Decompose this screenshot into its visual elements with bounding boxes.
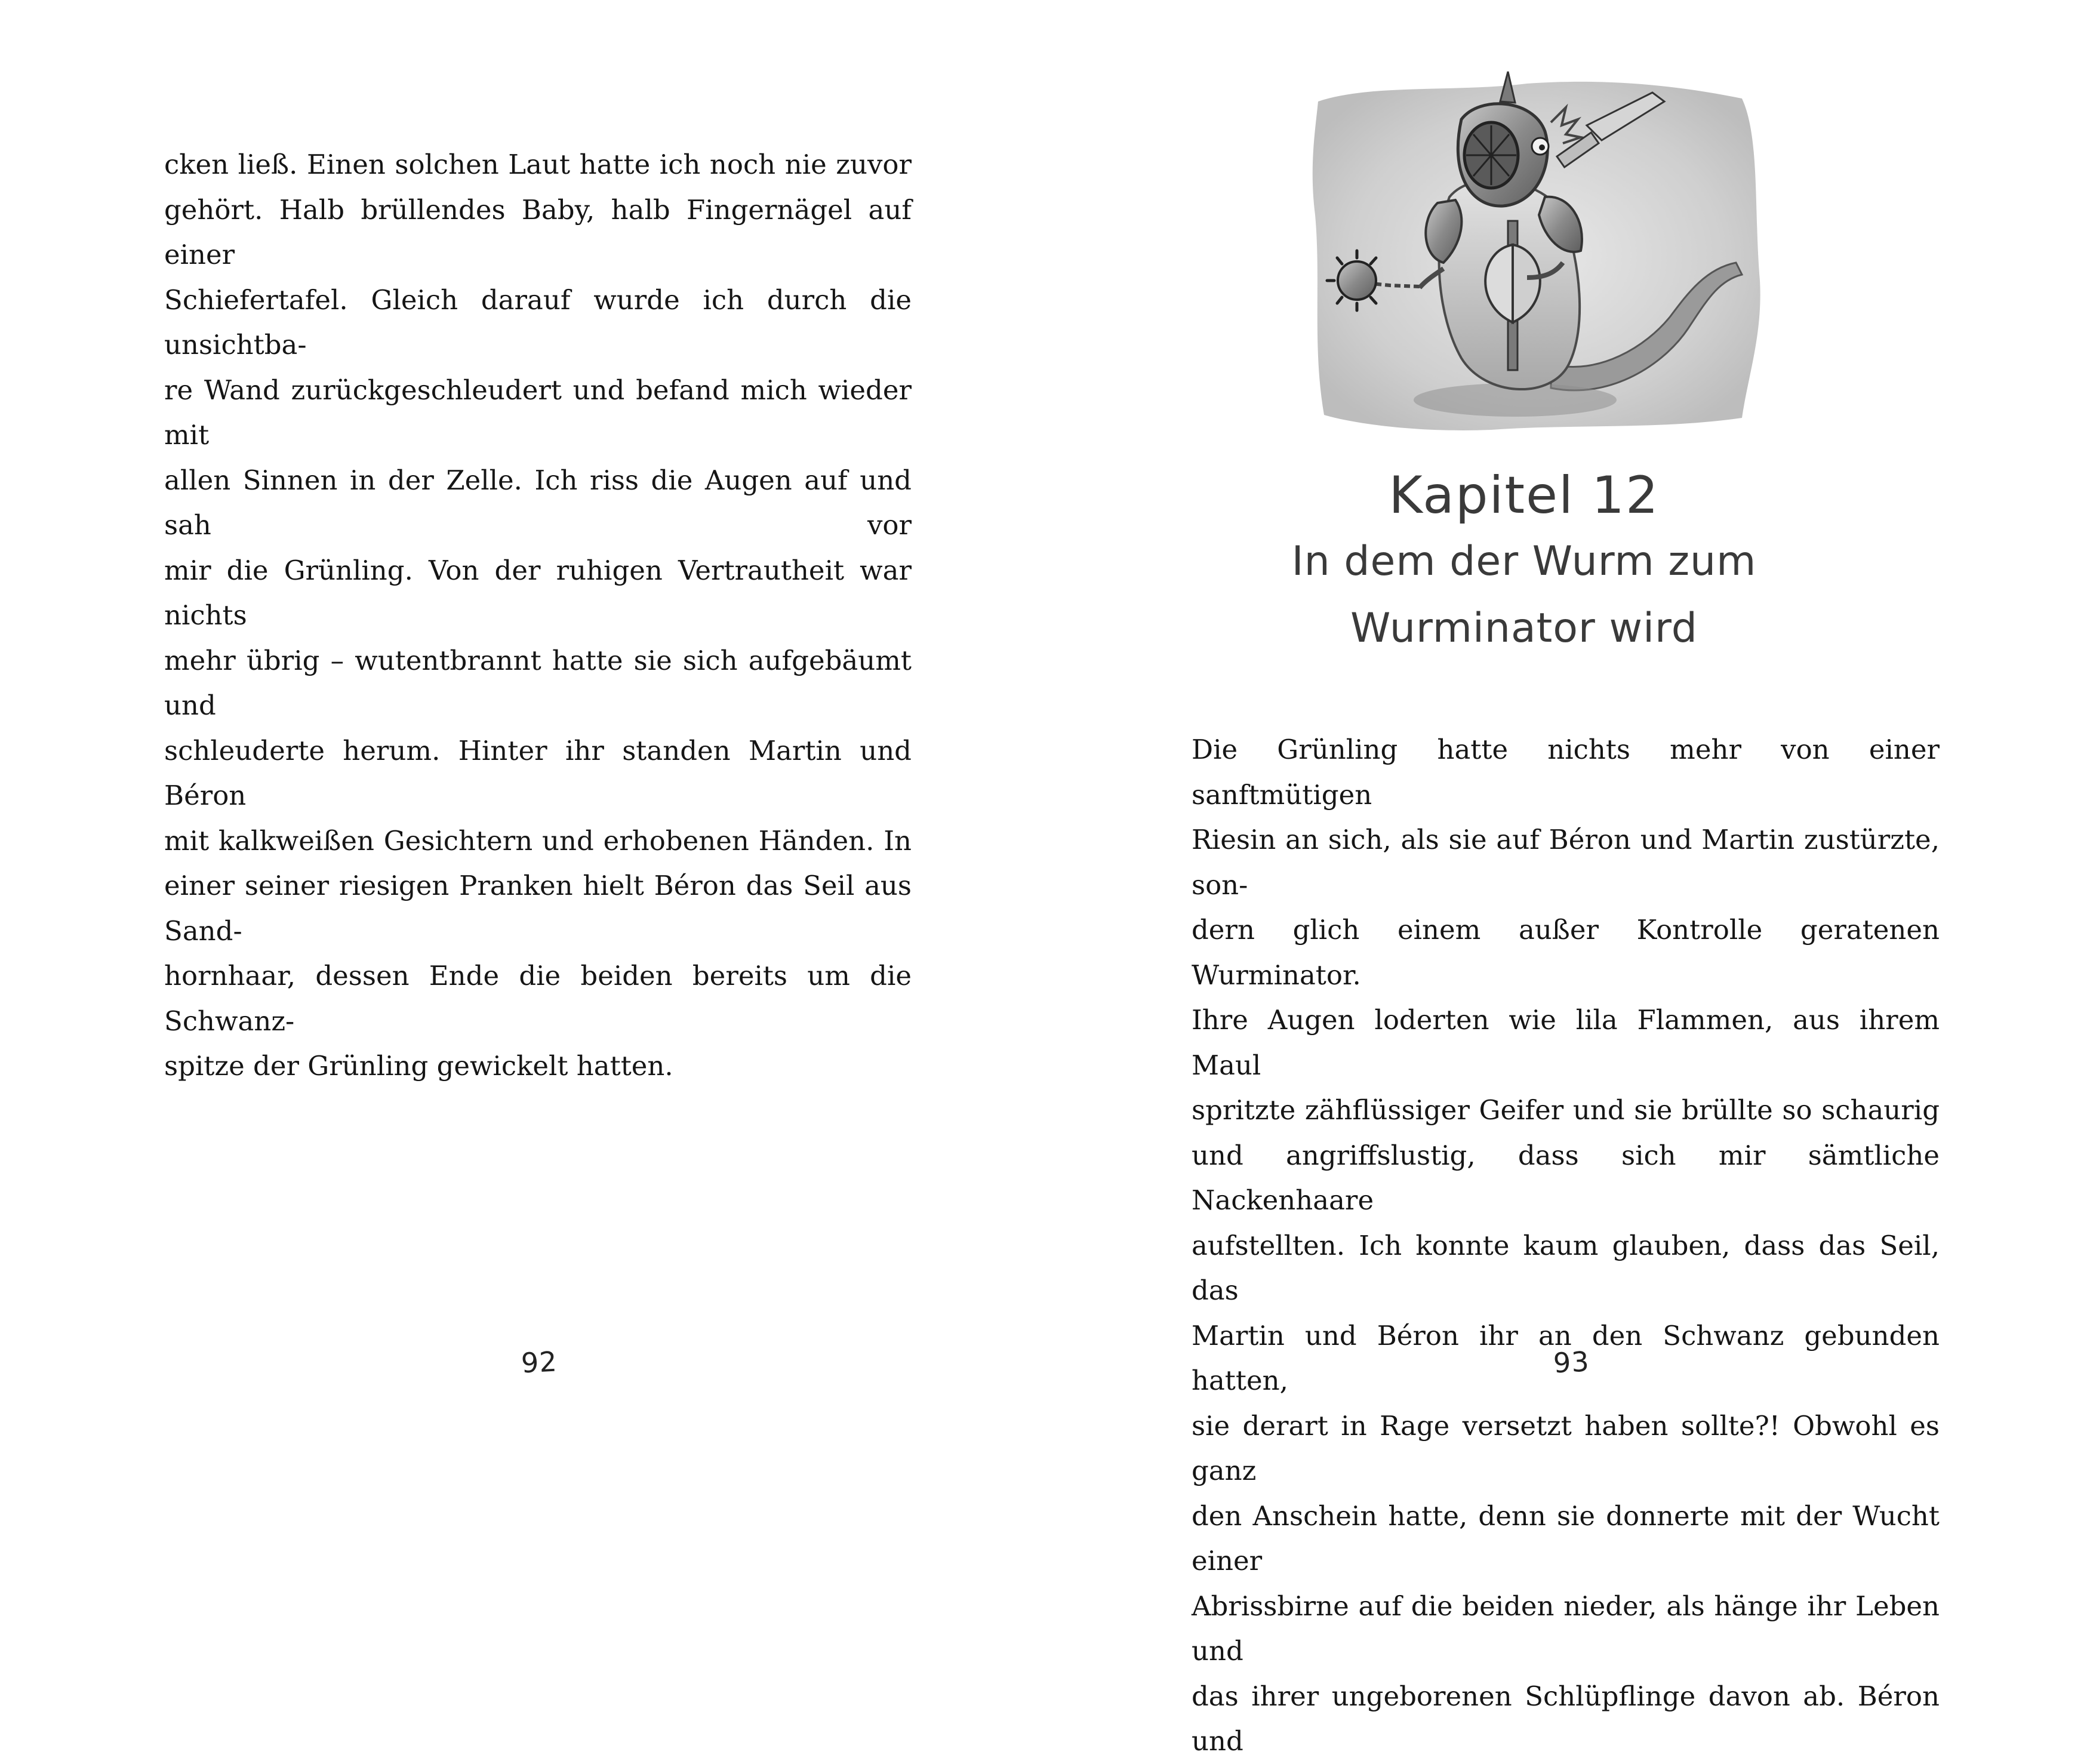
armored-worm-illustration <box>1300 66 1766 454</box>
text-line: Schiefertafel. Gleich darauf wurde ich durch die unsichtba- <box>164 284 912 361</box>
text-line: mir die Grünling. Von der ruhigen Vertrautheit war nichts <box>164 554 912 631</box>
text-line: re Wand zurückgeschleudert und befand mich wieder mit <box>164 374 912 451</box>
flail-ball <box>1338 261 1376 300</box>
chapter-number: Kapitel 12 <box>1389 466 1660 525</box>
chapter-heading <box>1163 463 1885 662</box>
text-line: und angriffslustig, dass sich mir sämtliche Nackenhaare <box>1192 1139 1940 1216</box>
text-line: sie derart in Rage versetzt haben sollte?! Obwohl es ganz <box>1192 1409 1940 1486</box>
left-page <box>0 0 1044 1445</box>
text-line: aufstellten. Ich konnte kaum glauben, dass das Seil, das <box>1192 1229 1940 1306</box>
right-page-text <box>1192 727 1940 1764</box>
text-line: schleuderte herum. Hinter ihr standen Martin und Béron <box>164 734 912 811</box>
text-line: Ihre Augen loderten wie lila Flammen, aus ihrem Maul <box>1192 1004 1940 1081</box>
text-line: cken ließ. Einen solchen Laut hatte ich noch nie zuvor <box>164 149 912 180</box>
text-line: hornhaar, dessen Ende die beiden bereits um die Schwanz- <box>164 960 912 1037</box>
text-line: dern glich einem außer Kontrolle geratenen Wurminator. <box>1192 914 1940 991</box>
right-page <box>1044 0 2087 1757</box>
text-line: Abrissbirne auf die beiden nieder, als hänge ihr Leben und <box>1192 1590 1940 1667</box>
text-line: Riesin an sich, als sie auf Béron und Martin zustürzte, son- <box>1192 824 1940 901</box>
text-line: allen Sinnen in der Zelle. Ich riss die Augen auf und sah vor <box>164 464 912 541</box>
visor-grille <box>1466 125 1516 185</box>
text-line: das ihrer ungeborenen Schlüpflinge davon ab. Béron und <box>1192 1680 1940 1757</box>
text-line: spitze der Grünling gewickelt hatten. <box>164 1050 673 1082</box>
text-line: mehr übrig – wutentbrannt hatte sie sich aufgebäumt und <box>164 644 912 721</box>
text-line: den Anschein hatte, denn sie donnerte mit der Wucht einer <box>1192 1500 1940 1577</box>
left-page-text <box>164 142 912 1089</box>
text-line: gehört. Halb brüllendes Baby, halb Fingernägel auf einer <box>164 193 912 270</box>
text-line: einer seiner riesigen Pranken hielt Béron das Seil aus Sand- <box>164 870 912 947</box>
chapter-title-line: In dem der Wurm zum <box>1291 538 1757 585</box>
text-line: spritzte zähflüssiger Geifer und sie brüllte so schaurig <box>1192 1094 1940 1126</box>
text-line: Martin und Béron ihr an den Schwanz gebunden hatten, <box>1192 1319 1940 1396</box>
pupil <box>1539 144 1545 150</box>
text-line: Die Grünling hatte nichts mehr von einer sanftmütigen <box>1192 734 1940 811</box>
chapter-title-line: Wurminator wird <box>1350 605 1698 652</box>
page-number: 93 <box>1552 1345 1590 1380</box>
text-line: mit kalkweißen Gesichtern und erhobenen Händen. In <box>164 824 912 857</box>
page-number: 92 <box>520 1345 558 1380</box>
